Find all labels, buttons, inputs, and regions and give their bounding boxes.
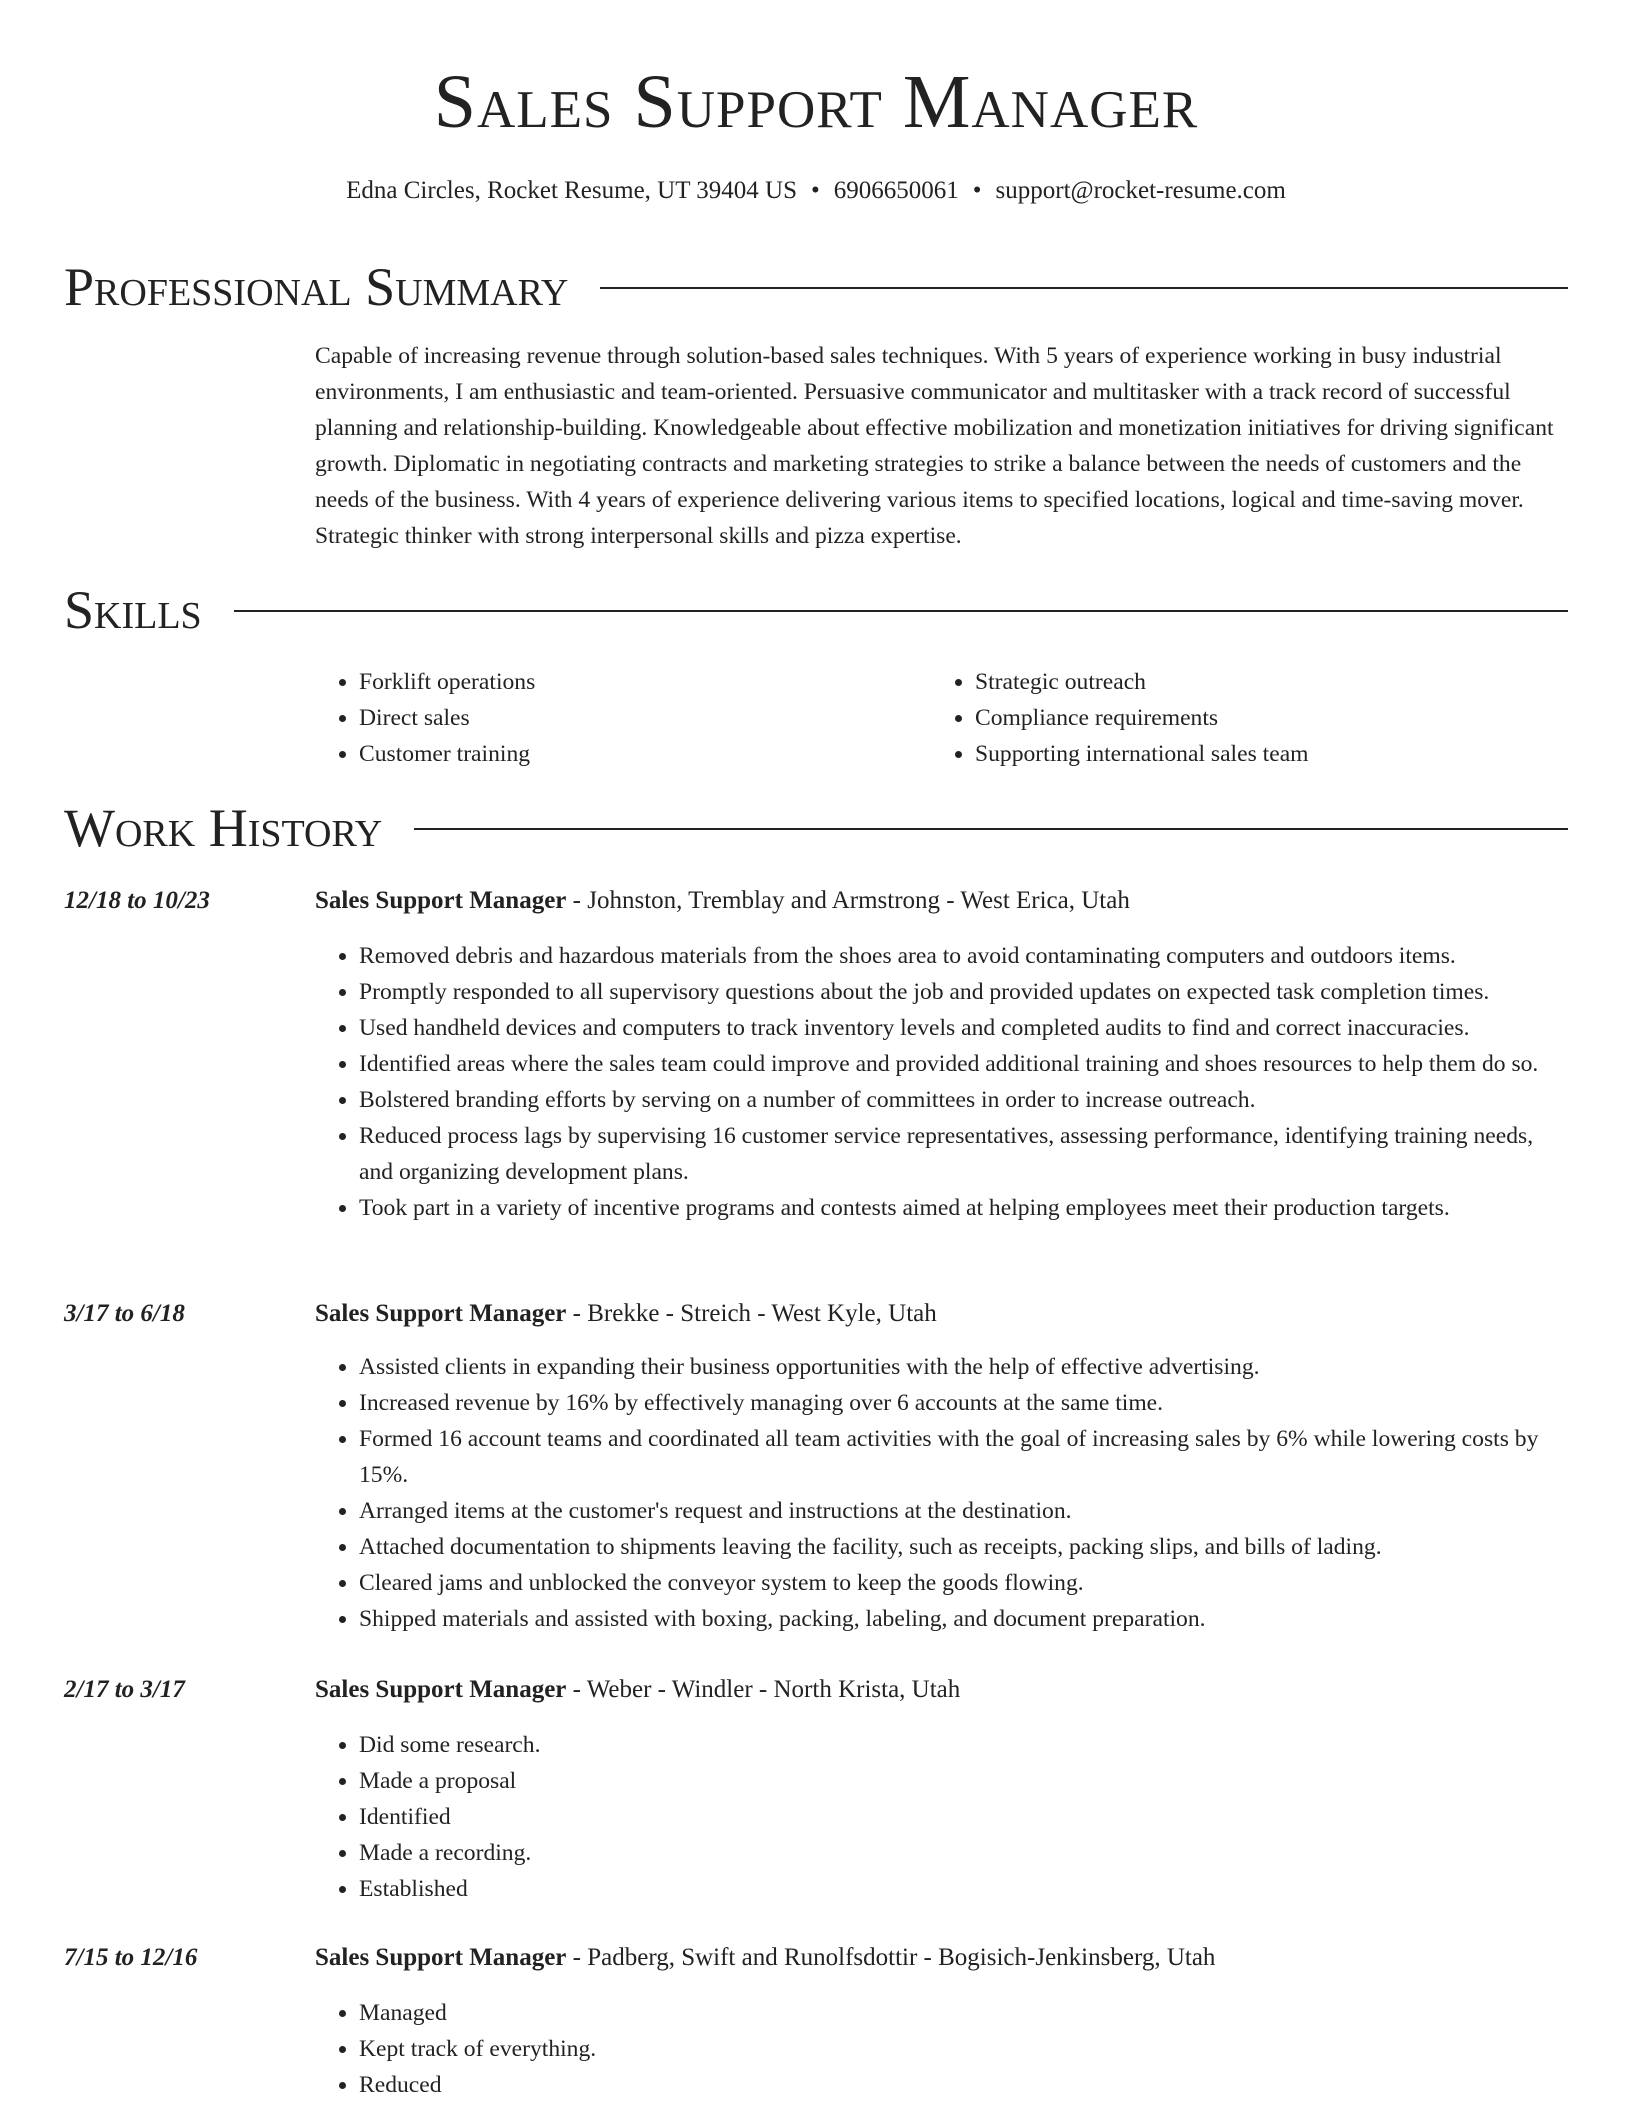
job-bullet: • Identified [359, 1799, 1568, 1835]
skill-item: • Strategic outreach [975, 664, 1612, 700]
job-employer-location: - Weber - Windler - North Krista, Utah [566, 1676, 961, 1703]
job-bullet: • Established [359, 1871, 1568, 1907]
contact-line [64, 174, 1568, 208]
skills-section-title: Skills [64, 580, 202, 640]
job-employer-location: - Johnston, Tremblay and Armstrong - West Erica, Utah [566, 887, 1130, 914]
skills-section-header [64, 578, 1568, 642]
job-bullet: • Managed [359, 1995, 1568, 2031]
job-bullet: • Attached documentation to shipments leaving the facility, such as receipts, packing slips, and bills of lading. [359, 1529, 1568, 1565]
contact-separator: • [811, 177, 820, 204]
job-bullet: • Kept track of everything. [359, 2031, 1568, 2067]
job-bullet: • Promptly responded to all supervisory questions about the job and provided updates on expected task completion times. [359, 974, 1568, 1010]
job-bullet: • Removed debris and hazardous materials from the shoes area to avoid contaminating computers and outdoors items. [359, 938, 1568, 974]
job-bullet: • Identified areas where the sales team could improve and provided additional training and shoes resources to help them do so. [359, 1046, 1568, 1082]
skill-item: • Compliance requirements [975, 700, 1612, 736]
skill-item: • Direct sales [359, 700, 959, 736]
job-employer-location: - Padberg, Swift and Runolfsdottir - Bogisich-Jenkinsberg, Utah [566, 1944, 1216, 1971]
contact-address: Edna Circles, Rocket Resume, UT 39404 US [346, 177, 798, 204]
job-title-line [315, 884, 1568, 918]
skill-item: • Supporting international sales team [975, 736, 1612, 772]
job-bullet-list [315, 1349, 1568, 1637]
skill-item: • Customer training [359, 736, 959, 772]
work-section-title: Work History [64, 798, 383, 858]
job-bullet: • Used handheld devices and computers to track inventory levels and completed audits to find and correct inaccuracies. [359, 1010, 1568, 1046]
section-divider [414, 828, 1568, 830]
job-bullet-list [315, 1995, 1568, 2103]
section-divider [234, 610, 1568, 612]
job-role: Sales Support Manager [315, 887, 567, 914]
skills-list-left [315, 664, 959, 772]
job-dates: 7/15 to 12/16 [64, 1944, 198, 1971]
summary-section-header [64, 255, 1568, 319]
job-bullet: • Cleared jams and unblocked the conveyor system to keep the goods flowing. [359, 1565, 1568, 1601]
summary-section-title: Professional Summary [64, 257, 569, 317]
job-bullet: • Shipped materials and assisted with boxing, packing, labeling, and document preparation. [359, 1601, 1568, 1637]
skill-item: • Forklift operations [359, 664, 959, 700]
job-bullet: • Did some research. [359, 1727, 1568, 1763]
work-section-header [64, 796, 1568, 860]
job-bullet: • Increased revenue by 16% by effectively managing over 6 accounts at the same time. [359, 1385, 1568, 1421]
skills-list-right [931, 664, 1612, 772]
job-bullet-list [315, 938, 1568, 1226]
section-divider [600, 287, 1568, 289]
job-bullet: • Formed 16 account teams and coordinated all team activities with the goal of increasing sales by 6% while lowering costs by 15%. [359, 1421, 1568, 1493]
job-bullet: • Took part in a variety of incentive programs and contests aimed at helping employees meet their production targets. [359, 1190, 1568, 1226]
summary-text: Capable of increasing revenue through solution-based sales techniques. With 5 years of experience working in busy industrial environments, I am enthusiastic and team-oriented. Persuasive communicator and multitasker with a track record of successful planning and relationship-building. Knowledgeable about effective mobilization and monetization initiatives for driving significant growth. Diplomatic in negotiating contracts and marketing strategies to strike a balance between the needs of customers and the needs of the business. With 4 years of experience delivering various items to specified locations, logical and time-saving mover. Strategic thinker with strong interpersonal skills and pizza expertise. [315, 343, 1554, 549]
job-bullet: • Reduced process lags by supervising 16 customer service representatives, assessing performance, identifying training needs, and organizing development plans. [359, 1118, 1568, 1190]
job-role: Sales Support Manager [315, 1676, 567, 1703]
job-role: Sales Support Manager [315, 1300, 567, 1327]
job-bullet: • Assisted clients in expanding their business opportunities with the help of effective advertising. [359, 1349, 1568, 1385]
job-bullet-list [315, 1727, 1568, 1907]
job-dates: 3/17 to 6/18 [64, 1300, 185, 1327]
job-bullet: • Made a proposal [359, 1763, 1568, 1799]
contact-separator: • [972, 177, 982, 204]
job-bullet: • Made a recording. [359, 1835, 1568, 1871]
job-dates: 2/17 to 3/17 [64, 1676, 185, 1703]
resume-name-heading: Sales Support Manager [433, 60, 1199, 144]
job-dates: 12/18 to 10/23 [64, 887, 210, 914]
job-role: Sales Support Manager [315, 1944, 567, 1971]
job-employer-location: - Brekke - Streich - West Kyle, Utah [566, 1300, 937, 1327]
contact-email: support@rocket-resume.com [995, 177, 1286, 204]
job-title-line [315, 1673, 1568, 1707]
job-bullet: • Bolstered branding efforts by serving on a number of committees in order to increase outreach. [359, 1082, 1568, 1118]
job-title-line [315, 1941, 1568, 1975]
job-bullet: • Reduced [359, 2067, 1568, 2103]
job-title-line [315, 1297, 1568, 1331]
contact-phone: 6906650061 [833, 177, 959, 204]
job-bullet: • Arranged items at the customer's request and instructions at the destination. [359, 1493, 1568, 1529]
